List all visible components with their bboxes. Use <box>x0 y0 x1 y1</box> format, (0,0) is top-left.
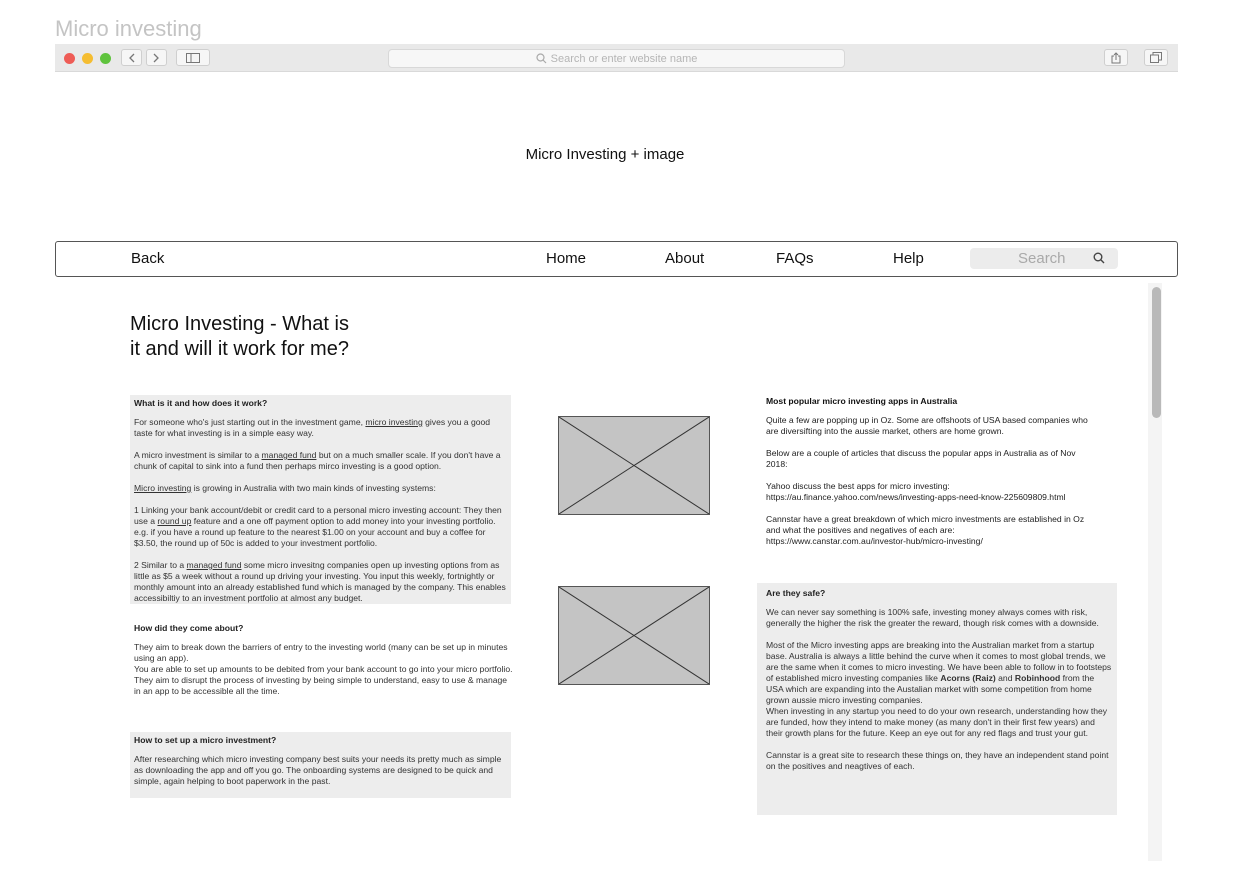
nav-faqs[interactable]: FAQs <box>776 250 814 267</box>
popular-apps-heading: Most popular micro investing apps in Australia <box>766 396 958 406</box>
zoom-dot-icon[interactable] <box>100 53 111 64</box>
acorns-raiz-text: Acorns (Raiz) <box>940 673 996 683</box>
window-title: Micro investing <box>55 16 202 41</box>
back-arrow-icon[interactable] <box>121 49 142 66</box>
forward-arrow-icon[interactable] <box>146 49 167 66</box>
round-up-link[interactable]: round up <box>157 516 192 526</box>
micro-investing-link-2[interactable]: Micro investing <box>134 483 192 493</box>
what-is-it-section <box>130 395 511 604</box>
image-placeholder-2 <box>558 586 710 685</box>
tabs-icon[interactable] <box>1144 49 1168 66</box>
how-para-2: You are able to set up amounts to be debited from your bank account to go into your micro portfolio. <box>134 664 513 674</box>
what-para-2: A micro investment is similar to a managed fund but on a much smaller scale. If you don't have a chunk of capital to sink into a fund then perhaps mirco investing is a good option. <box>134 450 501 471</box>
canstar-article-link[interactable]: https://www.canstar.com.au/investor-hub/micro-investing/ <box>766 536 983 546</box>
sidebar-toggle-icon[interactable] <box>176 49 210 66</box>
hero-banner-text: Micro Investing + image <box>525 146 685 163</box>
what-para-5: 2 Similar to a managed fund some micro invesitng companies open up investing options from as little as $5 a week without a round up driving your investing. You input this weekly, fortnightly or monthly amount into an already established fund which is managed by the company. This enables accessibiltiy to an investment portfolio at almost any budget. <box>134 560 506 603</box>
are-they-safe-section <box>757 583 1117 815</box>
popular-apps-section <box>762 396 1100 547</box>
safe-para-3: When investing in any startup you need to do your own research, understanding how they are funded, how they intend to make money (as many don't in their first few years) and their growth plans for the future. Keep an eye out for any red flags and trust your gut. <box>766 706 1108 738</box>
nav-search-placeholder: Search <box>1018 250 1066 267</box>
safe-heading: Are they safe? <box>766 588 826 598</box>
address-bar-placeholder: Search or enter website name <box>550 52 698 65</box>
back-link[interactable]: Back <box>131 250 165 267</box>
browser-toolbar <box>55 44 1178 72</box>
setup-heading: How to set up a micro investment? <box>134 735 277 745</box>
robinhood-text: Robinhood <box>1014 673 1061 683</box>
search-icon <box>536 53 547 64</box>
address-bar[interactable] <box>388 49 845 68</box>
nav-home[interactable]: Home <box>546 250 587 267</box>
managed-fund-link[interactable]: managed fund <box>261 450 317 460</box>
nav-bar <box>55 241 1178 277</box>
share-icon[interactable] <box>1104 49 1128 66</box>
what-para-3: Micro investing is growing in Australia with two main kinds of investing systems: <box>134 483 436 493</box>
how-para-3: They aim to disrupt the process of investing by being simple to understand, easy to use & manage in an app to be accessible all the time. <box>134 675 508 696</box>
search-icon[interactable] <box>1093 252 1105 264</box>
page-title <box>130 312 349 362</box>
how-para-1: They aim to break down the barriers of entry to the investing world (many can be set up in minutes using an app). <box>134 642 508 663</box>
managed-fund-link-2[interactable]: managed fund <box>186 560 242 570</box>
page-title-line2: it and will it work for me? <box>130 338 349 360</box>
setup-para-1: After researching which micro investing company best suits your needs its pretty much as simple as downloading the app and off you go. The onboarding systems are designed to be quick and simple, again helping to boot paperwork in the past. <box>134 754 502 786</box>
nav-search-input[interactable] <box>970 248 1118 269</box>
image-placeholder-1 <box>558 416 710 515</box>
safe-para-1: We can never say something is 100% safe, investing money always comes with risk, generally the higher the risk the greater the reward, though risk comes with a downside. <box>766 607 1099 628</box>
popular-para-3: Yahoo discuss the best apps for micro investing: https://au.finance.yahoo.com/news/investing-apps-need-know-225609809.html <box>766 481 1066 502</box>
safe-para-4: Cannstar is a great site to research these things on, they have an independent stand point on the positives and neagtives of each. <box>766 750 1109 771</box>
setup-section <box>130 732 511 798</box>
what-para-4: 1 Linking your bank account/debit or credit card to a personal micro investing account: They then use a round up feature and a one off payment option to add money into your investing portfolio. e.g. if you have a round up feature to the nearest $1.00 on your account and buy a coffee for $3.50, the round up of 50c is added to your investment portfolio. <box>134 505 502 548</box>
yahoo-article-link[interactable]: https://au.finance.yahoo.com/news/investing-apps-need-know-225609809.html <box>766 492 1066 502</box>
what-is-it-heading: What is it and how does it work? <box>134 398 268 408</box>
micro-investing-link[interactable]: micro investing <box>365 417 423 427</box>
minimize-dot-icon[interactable] <box>82 53 93 64</box>
safe-para-2: Most of the Micro investing apps are breaking into the Australian market from a startup base. Australia is always a little behind the curve when it comes to most global trends, we are the same when it comes to micro investing. We have been able to follow in to footsteps of established micro investing companies like Acorns (Raiz) and Robinhood from the USA which are expanding into the Austalian market with some competition from home grown aussie micro investing companies. <box>766 640 1112 705</box>
scrollbar-thumb[interactable] <box>1152 287 1161 418</box>
nav-about[interactable]: About <box>665 250 705 267</box>
nav-help[interactable]: Help <box>893 250 924 267</box>
popular-para-2: Below are a couple of articles that discuss the popular apps in Australia as of Nov 2018: <box>766 448 1076 469</box>
popular-para-1: Quite a few are popping up in Oz. Some are offshoots of USA based companies who are diversifting into the aussie market, others are home grown. <box>766 415 1088 436</box>
close-dot-icon[interactable] <box>64 53 75 64</box>
how-they-came-section <box>130 623 518 697</box>
popular-para-4: Cannstar have a great breakdown of which micro investments are established in Oz and what the positives and negatives of each are: https://www.canstar.com.au/investor-hub/micro-investing/ <box>766 514 1085 546</box>
what-para-1: For someone who's just starting out in the investment game, micro investing gives you a good taste for what investing is in a simple easy way. <box>134 417 491 438</box>
page-title-line1: Micro Investing - What is <box>130 313 349 335</box>
how-they-came-heading: How did they come about? <box>134 623 244 633</box>
